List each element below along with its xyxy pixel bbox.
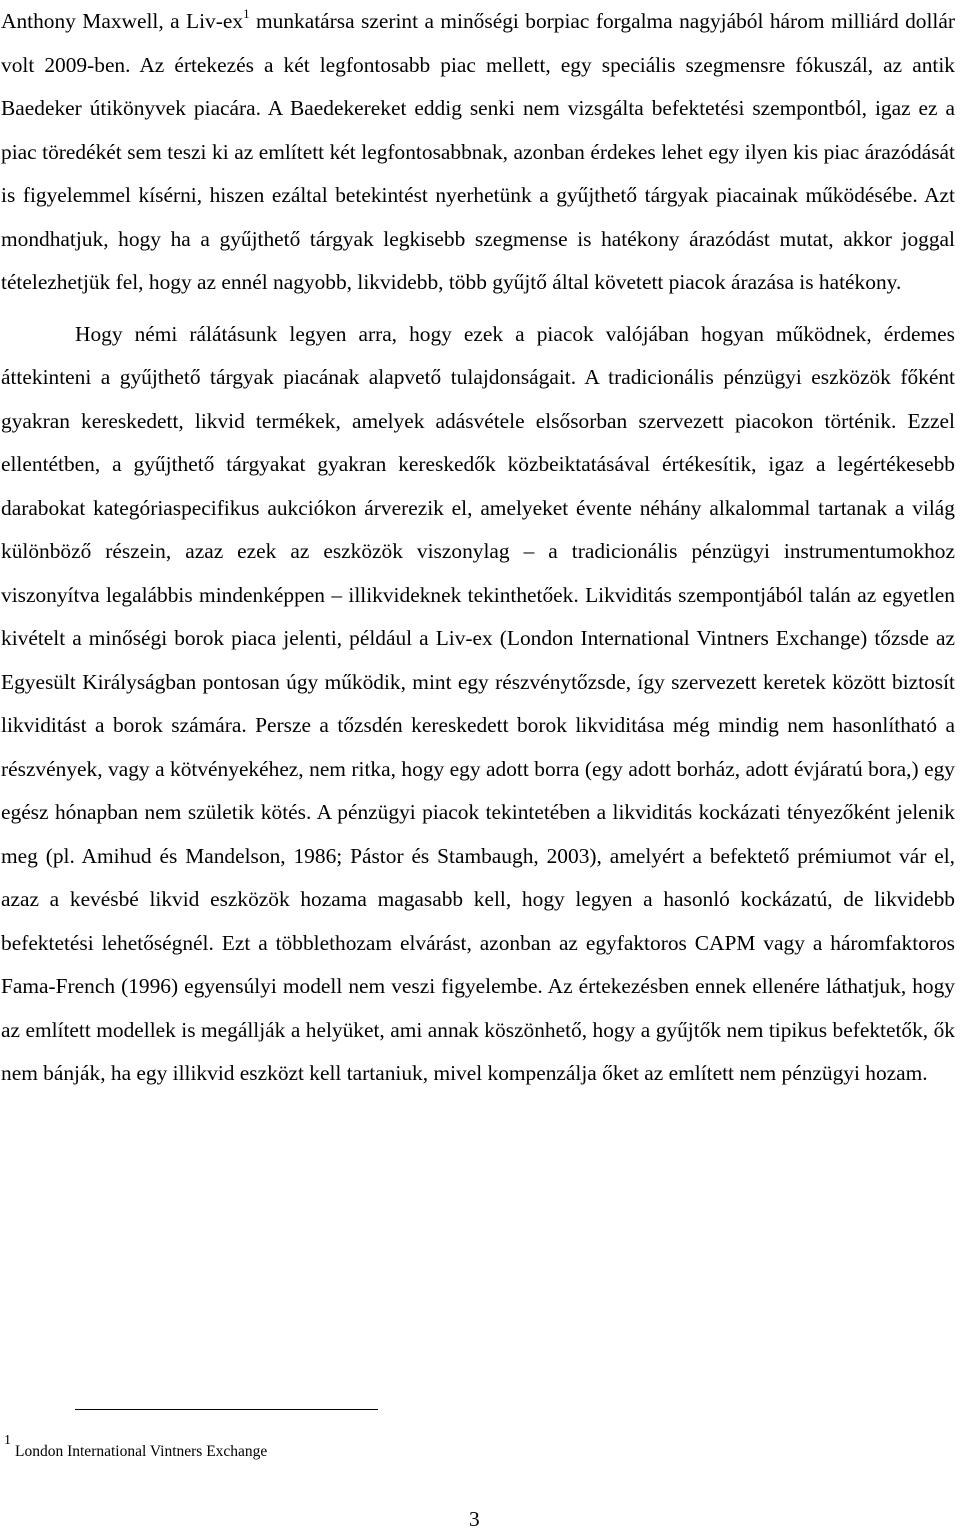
paragraph-2: Hogy némi rálátásunk legyen arra, hogy ezek a piacok valójában hogyan működnek, érdemes áttekinteni a gyűjthető tárgyak piacának alapvető tulajdonságait. A tradicionális pénzügyi eszközök főként gyakran kereskedett, likvid termékek, amelyek adásvétele elsősorban szervezett piacokon történik. Ezzel ellentétben, a gyűjthető tárgyakat gyakran kereskedők közbeiktatásával értékesítik, igaz a legértékesebb darabokat kategóriaspecifikus aukciókon árverezik el, amelyeket évente néhány alkalommal tartanak a világ különböző részein, azaz ezek az eszközök viszonylag – a tradicionális pénzügyi instrumentumokhoz viszonyítva legalábbis mindenképpen – illikvideknek tekinthetőek. Likviditás szempontjából talán az egyetlen kivételt a minőségi borok piaca jelenti, például a Liv-ex (London International Vintners Exchange) tőzsde az Egyesült Királyságban pontosan úgy működik, mint egy részvénytőzsde, így szervezett keretek között biztosít likviditást a borok számára. Persze a tőzsdén kereskedett borok likviditása még mindig nem hasonlítható a részvények, vagy a kötvényekéhez, nem ritka, hogy egy adott borra (egy adott borház, adott évjáratú bora,) egy egész hónapban nem születik kötés. A pénzügyi piacok tekintetében a likviditás kockázati tényezőként jelenik meg (pl. Amihud és Mandelson, 1986; Pástor és Stambaugh, 2003), amelyért a befektető prémiumot vár el, azaz a kevésbé likvid eszközök hozama magasabb kell, hogy legyen a hasonló kockázatú, de likvidebb befektetési lehetőségnél. Ezt a többlethozam elvárást, azonban az egyfaktoros CAPM vagy a háromfaktoros Fama-French (1996) egyensúlyi modell nem veszi figyelembe. Az értekezésben ennek ellenére láthatjuk, hogy az említett modellek is megállják a helyüket, ami annak köszönhető, hogy a gyűjtők nem tipikus befektetők, ők nem bánják, ha egy illikvid eszközt kell tartaniuk, mivel kompenzálja őket az említett nem pénzügyi hozam.	[1, 321, 955, 1085]
paragraph-1	[1, 0, 955, 305]
page-number: 3	[469, 1507, 480, 1531]
paragraph-1-rest: munkatársa szerint a minőségi borpiac forgalma nagyjából három milliárd dollár volt 2009-ben. Az értekezés a két legfontosabb piac mellett, egy speciális szegmensre fókuszál, az antik Baedeker útikönyvek piacára. A Baedekereket eddig senki nem vizsgálta befektetési szempontból, igaz ez a piac töredékét sem teszi ki az említett két legfontosabbnak, azonban érdekes lehet egy ilyen kis piac árazódását is figyelemmel kísérni, hiszen ezáltal betekintést nyerhetünk a gyűjthető tárgyak piacainak működésébe. Azt mondhatjuk, hogy ha a gyűjthető tárgyak legkisebb szegmense is hatékony árazódást mutat, akkor joggal tételezhetjük fel, hogy az ennél nagyobb, likvidebb, több gyűjtő által követett piacok árazása is hatékony.	[1, 9, 955, 294]
footnote-separator	[75, 1409, 378, 1410]
paragraph-1-start: Anthony Maxwell, a Liv-ex	[1, 9, 244, 33]
footnote	[4, 1433, 904, 1463]
body-text	[1, 0, 955, 1096]
footnote-marker: 1	[4, 1433, 11, 1448]
footnote-text: London International Vintners Exchange	[15, 1443, 268, 1461]
footnote-reference[interactable]: 1	[243, 5, 250, 21]
